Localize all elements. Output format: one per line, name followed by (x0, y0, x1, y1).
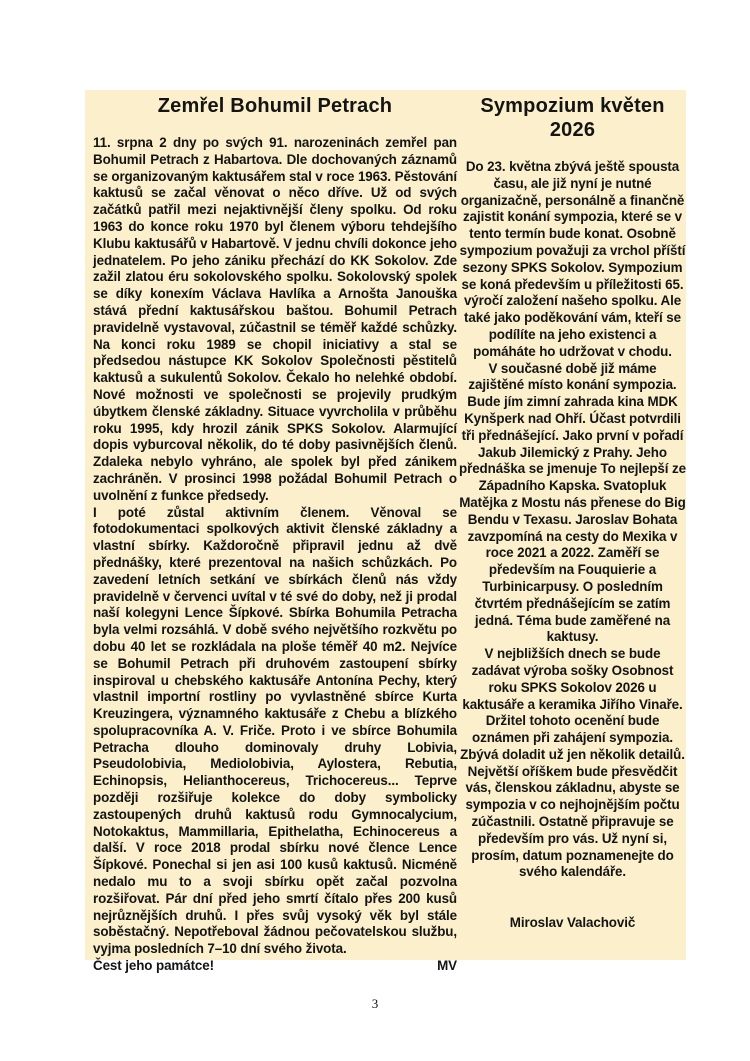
page-number: 3 (371, 996, 379, 1011)
article-panel (85, 90, 686, 974)
obituary-body (93, 135, 457, 975)
article-obituary (93, 90, 457, 975)
obituary-author-initials: MV (437, 958, 457, 974)
obituary-paragraph: 11. srpna 2 dny po svých 91. narozeninách zemřel pan Bohumil Petrach z Habartova. Dle dochovaných záznamů se organizovaným kaktusářem stal v roce 1963. Pěstování kaktusů se začal věnovat o něco dříve. Už od svých začátků patřil mezi nejaktivnější členy spolku. Od roku 1963 do konce roku 1970 byl členem výboru tehdejšího Klubu kaktusářů v Habartově. V jednu chvíli dokonce jeho jednatelem. Po jeho zániku přechází do KK Sokolov. Zde zažil zlatou éru sokolovského spolku. Sokolovský spolek se díky konexím Václava Havlíka a Arnošta Janouška stává přední kaktusářskou baštou. Bohumil Petrach pravidelně vystavoval, zúčastnil se téměř každé schůzky. Na konci roku 1989 se chopil iniciativy a stal se předsedou nástupce KK Sokolov Společnosti pěstitelů kaktusů a sukulentů Sokolov. Čekalo ho nelehké období. Nové možnosti ve společnosti se projevily prudkým úbytkem členské základny. Situace vyvrcholila v průběhu roku 1995, kdy hrozil zánik SPKS Sokolov. Alarmující dopis vyburcoval několik, do té doby pasivnějších členů. Zdaleka nebylo vyhráno, ale spolek byl před zánikem zachráněn. V prosinci 1998 požádal Bohumil Petrach o uvolnění z funkce předsedy. (93, 135, 457, 503)
symposium-paragraph: V současné době již máme zajištěné místo konání sympozia. Bude jím zimní zahrada kina MDK Kynšperk nad Ohří. Účast potvrdili tři přednášející. Jako první v pořadí Jakub Jilemický z Prahy. Jeho přednáška se jmenuje To nejlepší ze Západního Kapska. Svatopluk Matějka z Mostu nás přenese do Big Bendu v Texasu. Jaroslav Bohata zavzpomíná na cesty do Mexika v roce 2021 a 2022. Zaměří se především na Fouquierie a Turbinicarpusy. O posledním čtvrtém přednášejícím se zatím jedná. Téma bude zaměřené na kaktusy. (459, 360, 686, 645)
symposium-paragraph: V nejbližších dnech se bude zadávat výroba sošky Osobnost roku SPKS Sokolov 2026 u kaktusáře a keramika Jiřího Vinaře. Držitel tohoto ocenění bude oznámen při zahájení sympozia. Zbývá doladit už jen několik detailů. (460, 646, 685, 762)
obituary-title: Zemřel Bohumil Petrach (157, 95, 393, 117)
obituary-closing-line (93, 958, 457, 975)
obituary-paragraph: I poté zůstal aktivním členem. Věnoval se fotodokumentaci spolkových aktivit členské základny a vlastní sbírky. Každoročně připravil jednu až dvě přednášky, které prezentoval na našich schůzkách. Po zavedení letních setkání ve sbírkách členů nás vždy pravidelně v červenci uvítal v té své do doby, než ji prodal naší kolegyni Lence Šípkové. Sbírka Bohumila Petracha byla velmi rozsáhlá. V době svého největšího rozkvětu po dobu 40 let se rozkládala na ploše téměř 40 m2. Nejvíce se Bohumil Petrach při druhovém zastoupení sbírky inspiroval u chebského kaktusáře Antonína Pechy, který vlastnil importní rostliny po vyvlastněné sbírce Kurta Kreuzingera, významného kaktusáře z Chebu a blízkého spolupracovníka A. V. Friče. Proto i ve sbírce Bohumila Petracha dlouho dominovaly druhy Lobivia, Pseudolobivia, Mediolobivia, Aylostera, Rebutia, Echinopsis, Helianthocereus, Trichocereus... Teprve později rozšiřuje kolekce do doby symbolicky zastoupených druhů kaktusů rodu Gymnocalycium, Notokaktus, Mammillaria, Epithelatha, Echinocereus a další. V roce 2018 prodal sbírku nové člence Lence Šípkové. Ponechal si jen asi 100 kusů kaktusů. Nicméně nedalo mu to a svoji sbírku opět začal pozvolna rozšiřovat. Pár dní před jeho smrtí čítalo přes 200 kusů nejrůznějších druhů. I přes svůj vysoký věk byl stále soběstačný. Nepotřeboval žádnou pečovatelskou službu, vyjma posledních 7–10 dní svého života. (93, 504, 457, 957)
symposium-body (459, 159, 686, 932)
obituary-closing-text: Čest jeho památce! (93, 958, 214, 974)
article-symposium (459, 90, 686, 932)
symposium-title: Sympozium květen 2026 (480, 95, 665, 141)
symposium-paragraph: Největší oříškem bude přesvědčit vás, členskou základnu, abyste se sympozia v co nejhojnějším počtu zúčastnili. Ostatně připravuje se především pro vás. Už nyní si, prosím, datum poznamenejte do svého kalendáře. (465, 763, 680, 880)
symposium-paragraph: Do 23. května zbývá ještě spousta času, ale již nyní je nutné organizačně, personálně a finančně zajistit konání sympozia, které se v tento termín bude konat. Osobně sympozium považuji za vrchol příští sezony SPKS Sokolov. Sympozium se koná především u příležitosti 65. výročí založení našeho spolku. Ale také jako poděkování vám, kteří se podílíte na jeho existenci a pomáháte ho udržovat v chodu. (459, 159, 686, 359)
symposium-signature: Miroslav Valachovič (509, 915, 636, 931)
